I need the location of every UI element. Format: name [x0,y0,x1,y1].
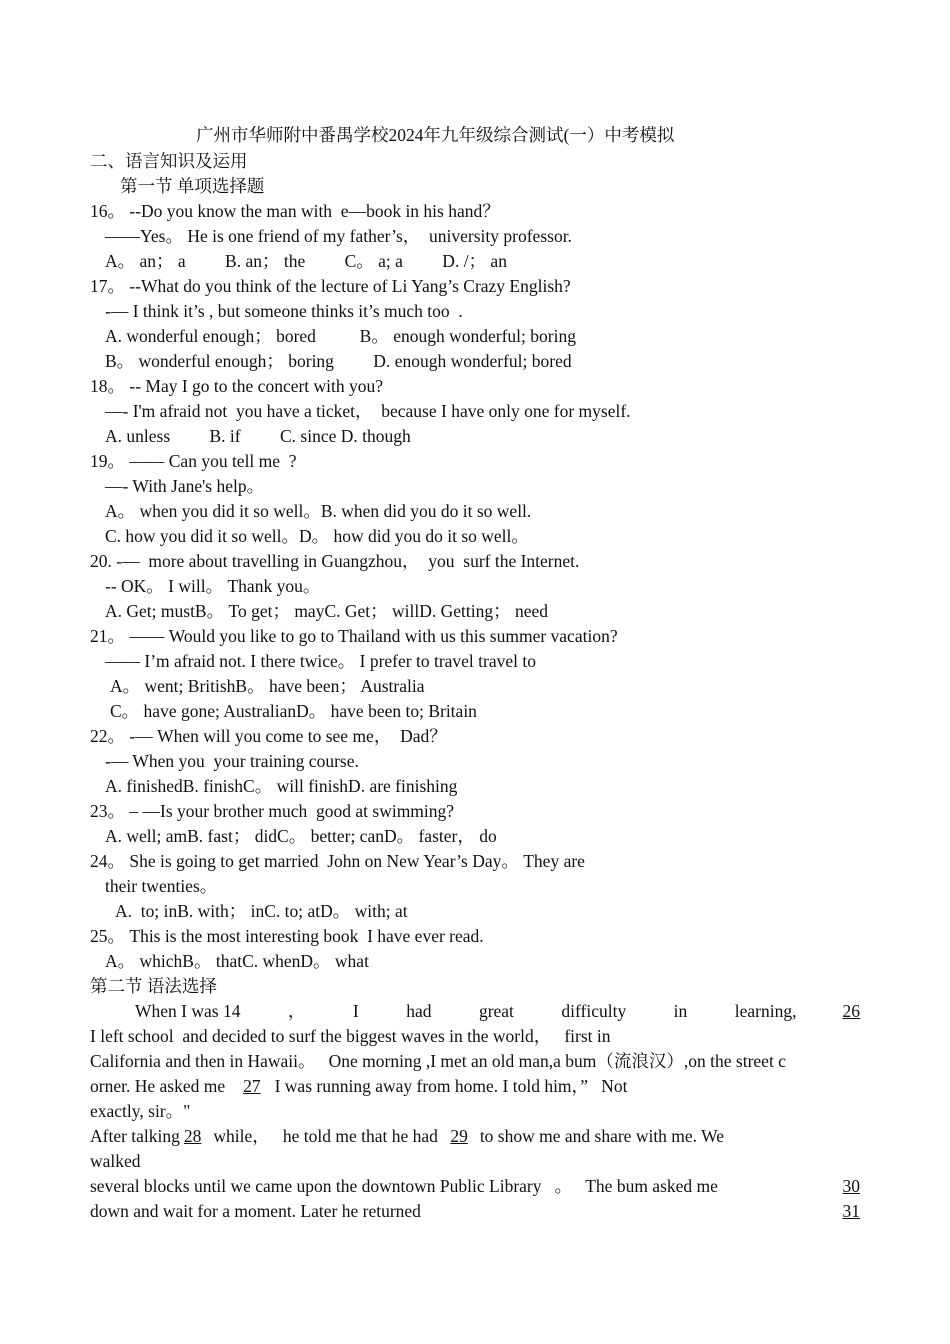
question-21: 21。 —— Would you like to go to Thailand with us this summer vacation? [90,626,618,646]
part-heading-grammar: 第二节 语法选择 [90,976,217,996]
options-24: A. to; inB. with； inC. to; atD。 with; at [115,901,408,921]
passage-text: orner. He asked me [90,1076,226,1096]
options-17-b: B。 wonderful enough； boring D. enough wonderful; bored [105,351,572,371]
passage-word: learning, [734,1001,797,1021]
passage-line-8 [90,1175,860,1197]
question-18: 18。 -- May I go to the concert with you? [90,376,384,396]
options-21-a: A。 went; BritishB。 have been； Australia [110,676,425,696]
passage-word: I [352,1001,359,1021]
answer-17: -— I think it’s , but someone thinks it’s much too . [105,301,463,321]
page-title: 广州市华师附中番禺学校2024年九年级综合测试(一）中考模拟 [196,125,675,145]
blank-28: 28 [183,1126,202,1146]
options-22: A. finishedB. finishC。 will finishD. are finishing [105,776,458,796]
options-16: A。 an； a B. an； the C。 a; a D. /； an [105,251,507,271]
options-20: A. Get; mustB。 To get； mayC. Get； willD. Getting； need [105,601,549,621]
passage-line-9 [90,1200,860,1222]
answer-18: —- I'm afraid not you have a ticket， because I have only one for myself. [105,401,631,421]
question-20: 20. -— more about travelling in Guangzhou， you surf the Internet. [90,551,580,571]
options-17-a: A. wonderful enough； bored B。 enough wonderful; boring [105,326,576,346]
options-18: A. unless B. if C. since D. though [105,426,411,446]
passage-word: When I was 14 [135,1001,241,1021]
passage-text: while， he told me that he had [213,1126,443,1146]
part-heading: 第一节 单项选择题 [120,176,265,196]
answer-22: -— When you your training course. [105,751,359,771]
passage-word: in [673,1001,688,1021]
passage-line-3: California and then in Hawaii。 One morning ,I met an old man,a bum（流浪汉）,on the street c [90,1051,786,1071]
blank-26: 26 [842,1001,860,1021]
passage-text: I was running away from home. I told him，” Not [274,1076,628,1096]
options-21-b: C。 have gone; AustralianD。 have been to; Britain [110,701,477,721]
blank-27: 27 [243,1076,261,1096]
passage-line-5: exactly, sir。" [90,1101,191,1121]
passage-line-6 [90,1125,724,1147]
passage-text: several blocks until we came upon the downtown Public Library 。 The bum asked me [90,1176,718,1196]
passage-text: After talking [90,1126,180,1146]
passage-line-4 [90,1075,627,1097]
question-25: 25。 This is the most interesting book I have ever read. [90,926,484,946]
blank-30: 30 [842,1176,860,1196]
passage-word: had [406,1001,432,1021]
question-23: 23。 – —Is your brother much good at swimming? [90,801,455,821]
question-22: 22。 -— When will you come to see me， Dad？ [90,726,447,746]
blank-29: 29 [450,1126,468,1146]
question-24: 24。 She is going to get married John on New Year’s Day。 They are [90,851,585,871]
question-16: 16。 --Do you know the man with e—book in his hand？ [90,201,500,221]
passage-word: ， [287,1001,306,1021]
passage-line-7: walked [90,1151,141,1171]
answer-21: —— I’m afraid not. I there twice。 I prefer to travel travel to [105,651,536,671]
section-heading: 二、语言知识及运用 [90,151,248,171]
passage-text: to show me and share with me. We [479,1126,725,1146]
passage-text: down and wait for a moment. Later he returned [90,1201,426,1221]
passage-line-1 [90,1000,860,1022]
options-19-b: C. how you did it so well。D。 how did you do it so well。 [105,526,529,546]
options-25: A。 whichB。 thatC. whenD。 what [105,951,369,971]
question-17: 17。 --What do you think of the lecture of Li Yang’s Crazy English? [90,276,571,296]
question-24-cont: their twenties。 [105,876,218,896]
passage-word: great [478,1001,514,1021]
options-19-a: A。 when you did it so well。B. when did you do it so well. [105,501,532,521]
blank-31: 31 [842,1201,860,1221]
answer-20: -- OK。 I will。 Thank you。 [105,576,321,596]
passage-word: difficulty [561,1001,627,1021]
answer-16: ——Yes。 He is one friend of my father’s， university professor. [105,226,572,246]
answer-19: —- With Jane's help。 [105,476,265,496]
passage-line-2: I left school and decided to surf the biggest waves in the world， first in [90,1026,611,1046]
question-19: 19。 —— Can you tell me ? [90,451,297,471]
options-23: A. well; amB. fast； didC。 better; canD。 faster， do [105,826,497,846]
